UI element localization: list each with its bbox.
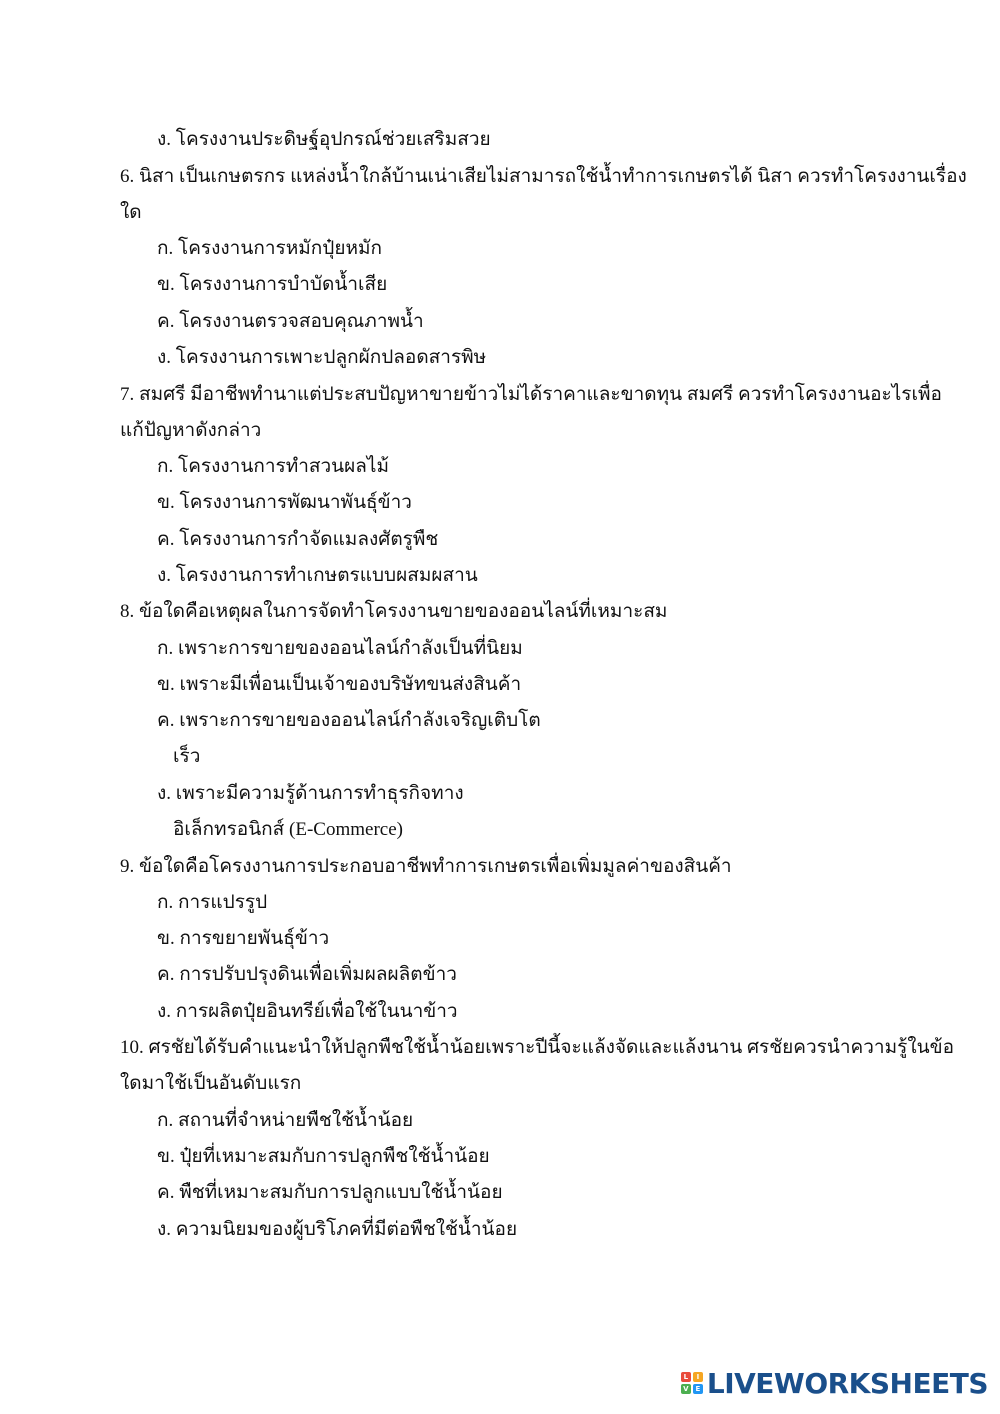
q9-option-c: ค. การปรับปรุงดินเพื่อเพิ่มผลผลิตข้าว xyxy=(157,964,457,985)
q7-option-a: ก. โครงงานการทำสวนผลไม้ xyxy=(157,456,390,477)
q10-option-c: ค. พืชที่เหมาะสมกับการปลูกแบบใช้น้ำน้อย xyxy=(157,1182,503,1203)
q10-option-a: ก. สถานที่จำหน่ายพืชใช้น้ำน้อย xyxy=(157,1110,414,1131)
logo-text: LIVEWORKSHEETS xyxy=(706,1366,988,1400)
q8-option-d-line1: ง. เพราะมีความรู้ด้านการทำธุรกิจทาง xyxy=(157,783,464,804)
q10-option-d: ง. ความนิยมของผู้บริโภคที่มีต่อพืชใช้น้ำน้อย xyxy=(157,1219,518,1240)
logo-icon-cell: I xyxy=(693,1372,703,1382)
q8-option-c-line1: ค. เพราะการขายของออนไลน์กำลังเจริญเติบโต xyxy=(157,710,541,731)
q8-option-d-line2: อิเล็กทรอนิกส์ (E-Commerce) xyxy=(173,819,403,840)
q7-stem-line1: 7. สมศรี มีอาชีพทำนาแต่ประสบปัญหาขายข้าวไม่ได้ราคาและขาดทุน สมศรี ควรทำโครงงานอะไรเพื่อ xyxy=(120,384,942,405)
q6-option-d: ง. โครงงานการเพาะปลูกผักปลอดสารพิษ xyxy=(157,347,487,368)
q9-option-d: ง. การผลิตปุ๋ยอินทรีย์เพื่อใช้ในนาข้าว xyxy=(157,1001,458,1022)
q6-option-c: ค. โครงงานตรวจสอบคุณภาพน้ำ xyxy=(157,311,424,332)
q7-option-c: ค. โครงงานการกำจัดแมลงศัตรูพืช xyxy=(157,529,439,550)
liveworksheets-grid-icon xyxy=(681,1372,703,1394)
q7-option-d: ง. โครงงานการทำเกษตรแบบผสมผสาน xyxy=(157,565,478,586)
q6-stem-line1: 6. นิสา เป็นเกษตรกร แหล่งน้ำใกล้บ้านเน่าเสียไม่สามารถใช้น้ำทำการเกษตรได้ นิสา ควรทำโครงงานเรื่อง xyxy=(120,166,967,187)
q7-option-b: ข. โครงงานการพัฒนาพันธุ์ข้าว xyxy=(157,492,412,513)
q9-stem: 9. ข้อใดคือโครงงานการประกอบอาชีพทำการเกษตรเพื่อเพิ่มมูลค่าของสินค้า xyxy=(120,856,732,877)
q5-option-d: ง. โครงงานประดิษฐ์อุปกรณ์ช่วยเสริมสวย xyxy=(157,129,491,150)
q8-option-b: ข. เพราะมีเพื่อนเป็นเจ้าของบริษัทขนส่งสินค้า xyxy=(157,674,522,695)
logo-icon-cell: V xyxy=(681,1384,691,1394)
q10-stem-line1: 10. ศรชัยได้รับคำแนะนำให้ปลูกพืชใช้น้ำน้อยเพราะปีนี้จะแล้งจัดและแล้งนาน ศรชัยควรนำความรู้ในข้อ xyxy=(120,1037,954,1058)
q9-option-a: ก. การแปรรูป xyxy=(157,892,268,913)
q8-option-c-line2: เร็ว xyxy=(173,746,201,767)
q8-stem: 8. ข้อใดคือเหตุผลในการจัดทำโครงงานขายของออนไลน์ที่เหมาะสม xyxy=(120,601,668,622)
liveworksheets-logo xyxy=(681,1368,988,1398)
q9-option-b: ข. การขยายพันธุ์ข้าว xyxy=(157,928,330,949)
q6-option-a: ก. โครงงานการหมักปุ๋ยหมัก xyxy=(157,238,383,259)
q7-stem-line2: แก้ปัญหาดังกล่าว xyxy=(120,420,262,441)
q6-option-b: ข. โครงงานการบำบัดน้ำเสีย xyxy=(157,274,388,295)
logo-icon-cell: E xyxy=(693,1384,703,1394)
q6-stem-line2: ใด xyxy=(120,202,142,223)
logo-icon-cell: L xyxy=(681,1372,691,1382)
q10-option-b: ข. ปุ๋ยที่เหมาะสมกับการปลูกพืชใช้น้ำน้อย xyxy=(157,1146,490,1167)
q10-stem-line2: ใดมาใช้เป็นอันดับแรก xyxy=(120,1073,302,1094)
q8-option-a: ก. เพราะการขายของออนไลน์กำลังเป็นที่นิยม xyxy=(157,638,523,659)
